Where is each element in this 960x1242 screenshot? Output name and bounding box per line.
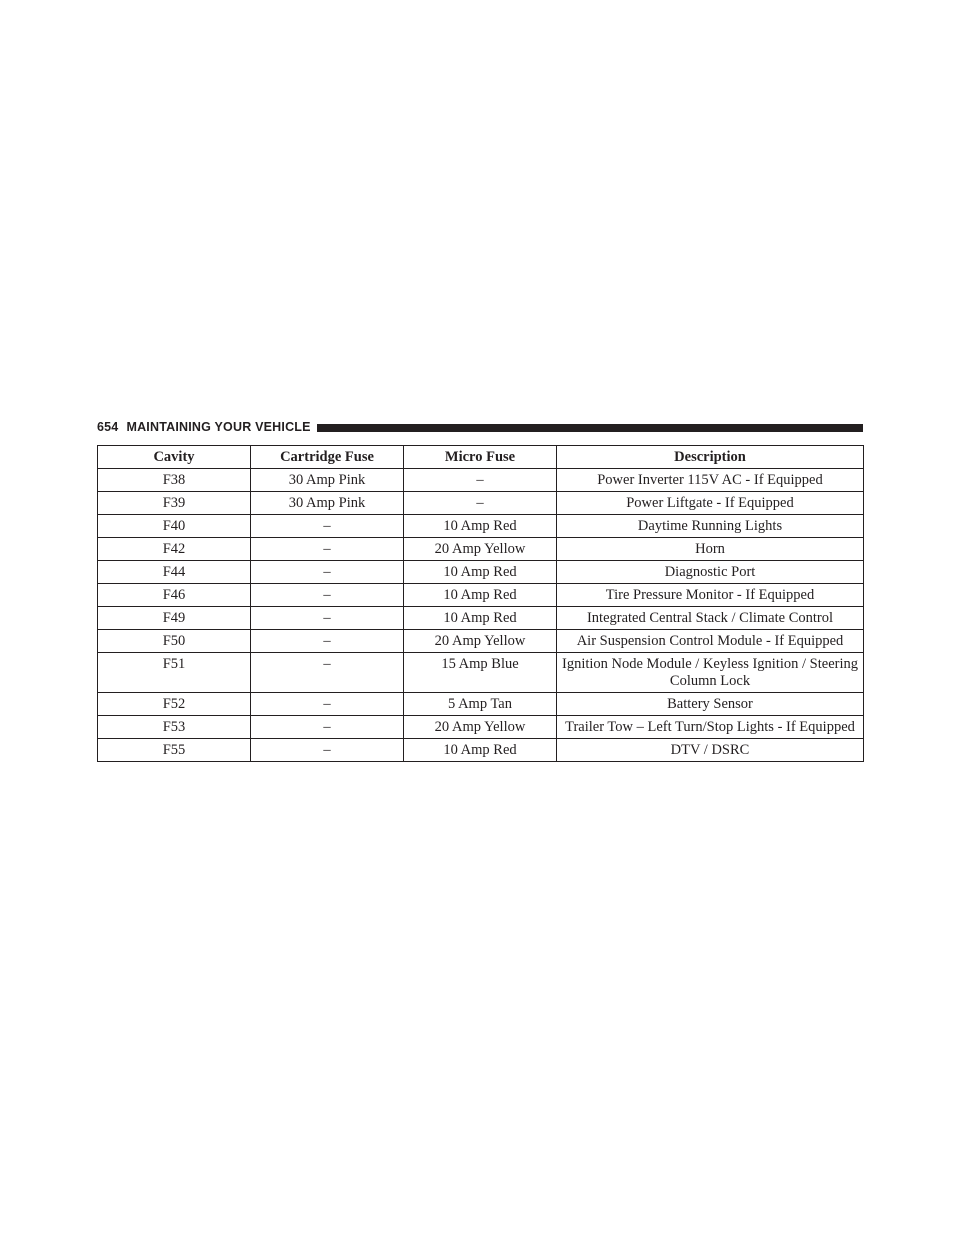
cartridge-fuse-cell: – [251,538,404,561]
table-header-row [98,446,864,469]
cartridge-fuse-cell: – [251,584,404,607]
micro-fuse-cell: 10 Amp Red [404,584,557,607]
cartridge-fuse-cell: 30 Amp Pink [251,492,404,515]
cavity-cell: F44 [98,561,251,584]
description-cell: Diagnostic Port [557,561,864,584]
table-row [98,492,864,515]
description-cell: Power Inverter 115V AC - If Equipped [557,469,864,492]
description-cell: Tire Pressure Monitor - If Equipped [557,584,864,607]
cartridge-fuse-cell: 30 Amp Pink [251,469,404,492]
cavity-cell: F55 [98,739,251,762]
description-cell: Integrated Central Stack / Climate Control [557,607,864,630]
cavity-cell: F49 [98,607,251,630]
table-row [98,538,864,561]
cavity-cell: F50 [98,630,251,653]
cavity-cell: F39 [98,492,251,515]
header-rule [317,424,863,432]
cartridge-fuse-cell: – [251,561,404,584]
page-number: 654 [97,420,119,434]
cartridge-fuse-cell: – [251,693,404,716]
column-header-micro-fuse: Micro Fuse [404,446,557,469]
column-header-cavity: Cavity [98,446,251,469]
cavity-cell: F42 [98,538,251,561]
table-row [98,469,864,492]
description-cell: Air Suspension Control Module - If Equipped [557,630,864,653]
micro-fuse-cell: – [404,492,557,515]
micro-fuse-cell: 10 Amp Red [404,561,557,584]
table-row [98,716,864,739]
table-row [98,515,864,538]
section-title: MAINTAINING YOUR VEHICLE [126,420,311,434]
micro-fuse-cell: 20 Amp Yellow [404,630,557,653]
cartridge-fuse-cell: – [251,515,404,538]
description-cell: Daytime Running Lights [557,515,864,538]
cavity-cell: F46 [98,584,251,607]
description-cell: Trailer Tow – Left Turn/Stop Lights - If Equipped [557,716,864,739]
cavity-cell: F38 [98,469,251,492]
micro-fuse-cell: – [404,469,557,492]
cartridge-fuse-cell: – [251,607,404,630]
cavity-cell: F51 [98,653,251,693]
table-row [98,561,864,584]
table-row [98,739,864,762]
table-row [98,607,864,630]
page-header [97,418,863,436]
cartridge-fuse-cell: – [251,716,404,739]
cartridge-fuse-cell: – [251,630,404,653]
table-row [98,653,864,693]
description-cell: Ignition Node Module / Keyless Ignition / Steering Column Lock [557,653,864,693]
table-row [98,584,864,607]
cartridge-fuse-cell: – [251,739,404,762]
micro-fuse-cell: 10 Amp Red [404,607,557,630]
description-cell: Battery Sensor [557,693,864,716]
micro-fuse-cell: 15 Amp Blue [404,653,557,693]
cavity-cell: F53 [98,716,251,739]
fuse-table [97,445,864,762]
micro-fuse-cell: 20 Amp Yellow [404,538,557,561]
cartridge-fuse-cell: – [251,653,404,693]
column-header-description: Description [557,446,864,469]
micro-fuse-cell: 10 Amp Red [404,515,557,538]
description-cell: DTV / DSRC [557,739,864,762]
column-header-cartridge-fuse: Cartridge Fuse [251,446,404,469]
micro-fuse-cell: 20 Amp Yellow [404,716,557,739]
description-cell: Power Liftgate - If Equipped [557,492,864,515]
cavity-cell: F40 [98,515,251,538]
micro-fuse-cell: 10 Amp Red [404,739,557,762]
description-cell: Horn [557,538,864,561]
cavity-cell: F52 [98,693,251,716]
micro-fuse-cell: 5 Amp Tan [404,693,557,716]
table-row [98,630,864,653]
table-row [98,693,864,716]
